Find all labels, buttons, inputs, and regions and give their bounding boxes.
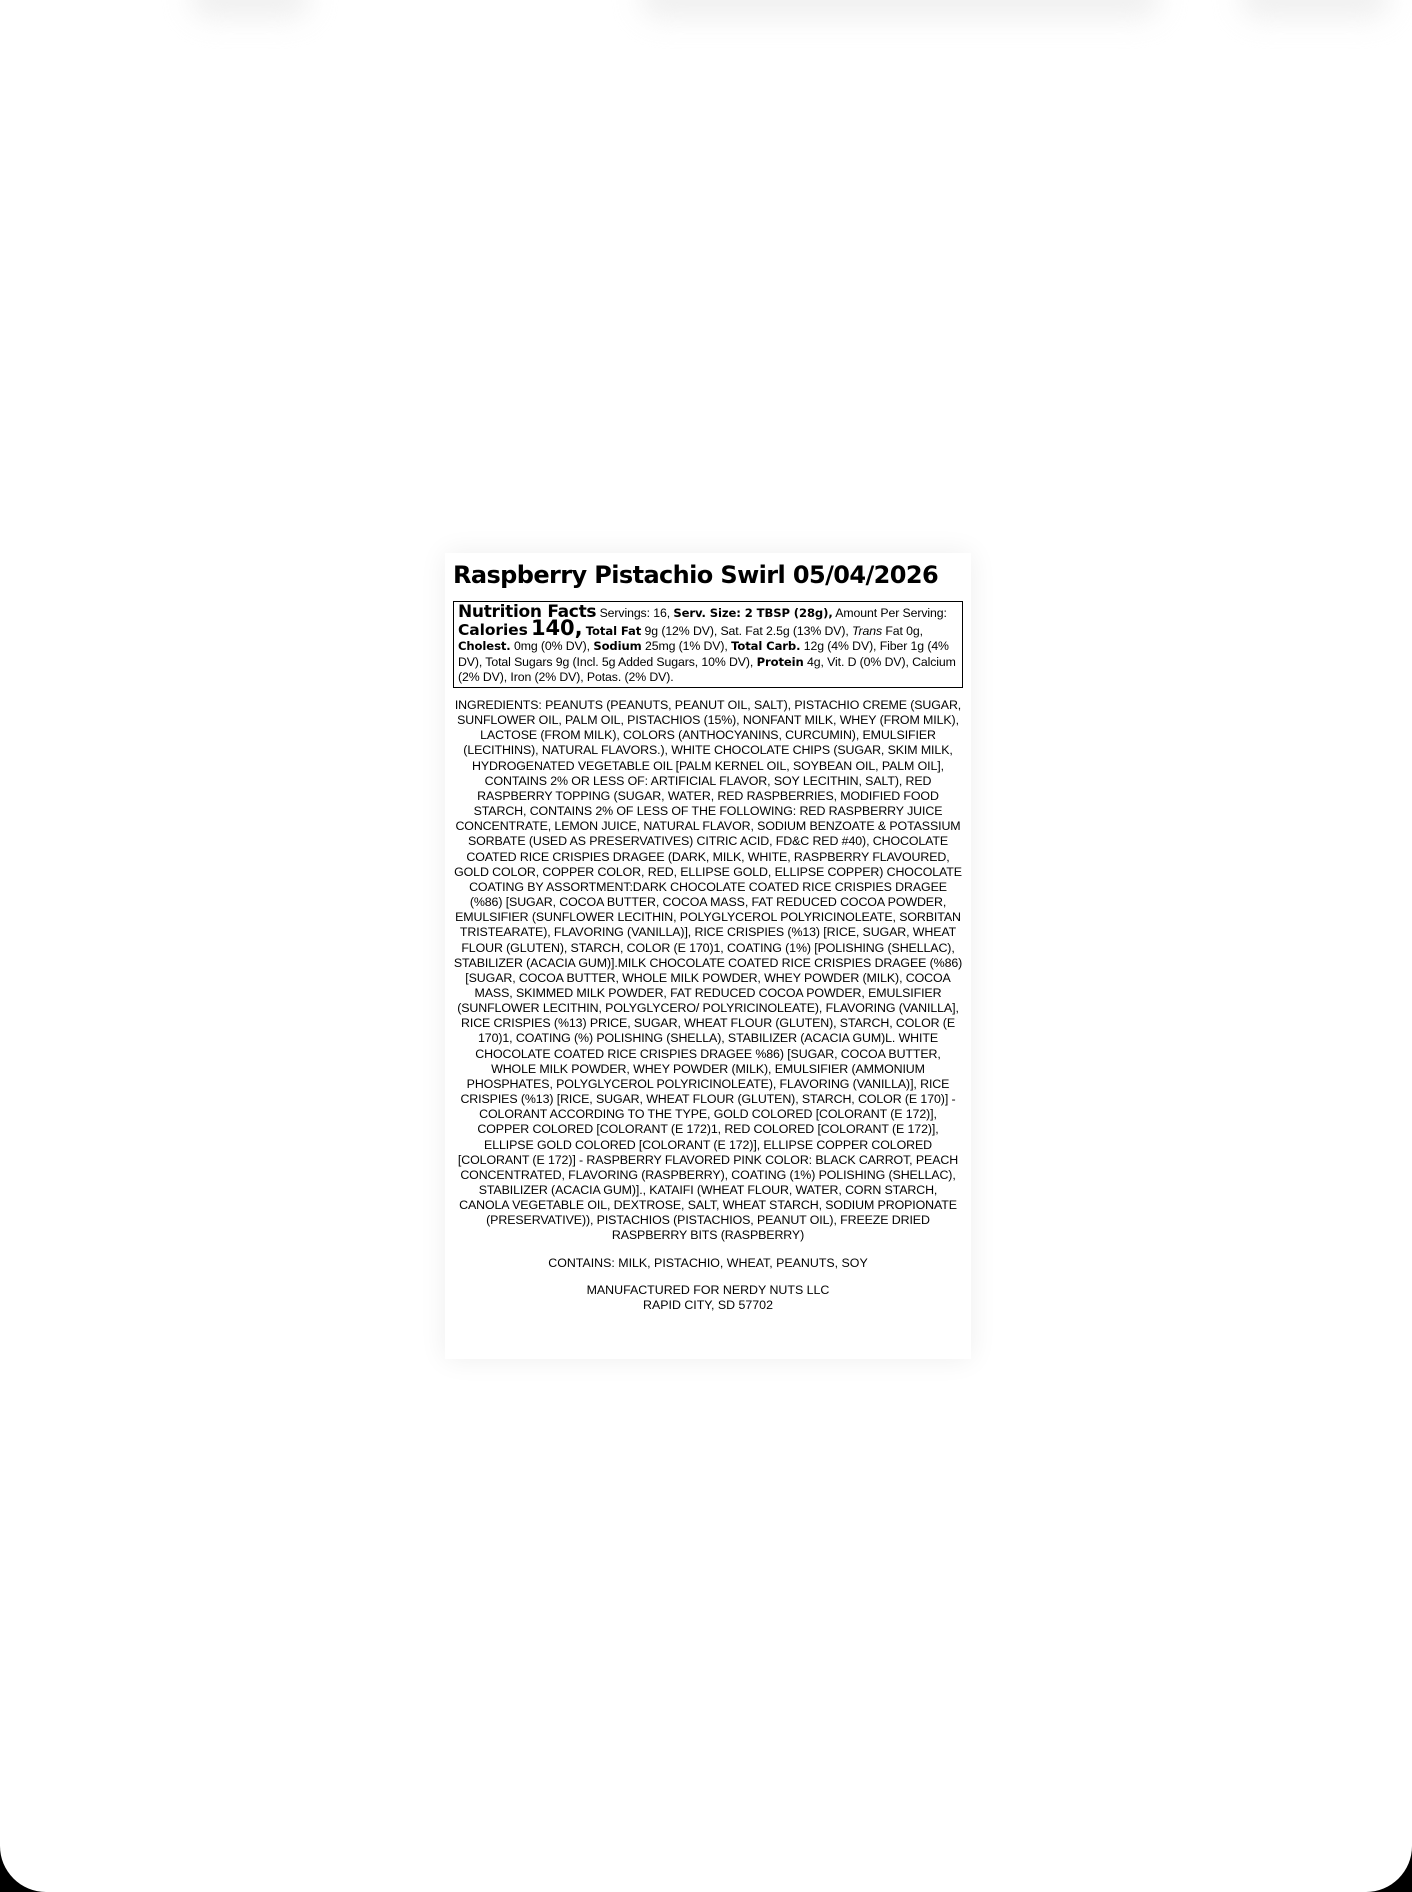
sodium-value: 25mg (1% DV), xyxy=(644,639,728,654)
calories-value: 140, xyxy=(531,616,583,641)
product-title: Raspberry Pistachio Swirl 05/04/2026 xyxy=(453,561,939,589)
blurred-top-element xyxy=(190,0,310,18)
product-label xyxy=(445,553,971,1359)
allergen-statement: CONTAINS: MILK, PISTACHIO, WHEAT, PEANUTS, SOY xyxy=(548,1255,868,1270)
manufacturer-block xyxy=(453,1283,963,1313)
trans-value: Fat 0g, xyxy=(885,624,923,639)
total-fat-value: 9g (12% DV), Sat. Fat 2.5g (13% DV), xyxy=(644,624,849,639)
amount-per-serving-text: Amount Per Serving: xyxy=(835,606,947,620)
nutrition-facts-panel xyxy=(453,601,963,688)
ingredients-text: INGREDIENTS: PEANUTS (PEANUTS, PEANUT OIL, SALT), PISTACHIO CREME (SUGAR, SUNFLOWER OIL, PALM OIL, PISTACHIOS (15%), NONFANT MILK, WHEY (FROM MILK), LACTOSE (FROM MILK), COLORS (ANTHOCYANINS, CURCUMIN), EMULSIFIER (LECITHINS), NATURAL FLAVORS.), WHITE CHOCOLATE CHIPS (SUGAR, SKIM MILK, HYDROGENATED VEGETABLE OIL [PALM KERNEL OIL, SOYBEAN OIL, PALM OIL], CONTAINS 2% OR LESS OF: ARTIFICIAL FLAVOR, SOY LECITHIN, SALT), RED RASPBERRY TOPPING (SUGAR, WATER, RED RASPBERRIES, MODIFIED FOOD STARCH, CONTAINS 2% OF LESS OF THE FOLLOWING: RED RASPBERRY JUICE CONCENTRATE, LEMON JUICE, NATURAL FLAVOR, SODIUM BENZOATE & POTASSIUM SORBATE (USED AS PRESERVATIVES) CITRIC ACID, FD&C RED #40), CHOCOLATE COATED RICE CRISPIES DRAGEE (DARK, MILK, WHITE, RASPBERRY FLAVOURED, GOLD COLOR, COPPER COLOR, RED, ELLIPSE GOLD, ELLIPSE COPPER) CHOCOLATE COATING BY ASSORTMENT:DARK CHOCOLATE COATED RICE CRISPIES DRAGEE (%86) [SUGAR, COCOA BUTTER, COCOA MASS, FAT REDUCED COCOA POWDER, EMULSIFIER (SUNFLOWER LECITHIN, POLYGLYCEROL POLYRICINOLEATE, SORBITAN TRISTEARATE), FLAVORING (VANILLA)], RICE CRISPIES (%13) [RICE, SUGAR, WHEAT FLOUR (GLUTEN), STARCH, COLOR (E 170)1, COATING (1%) [POLISHING (SHELLAC), STABILIZER (ACACIA GUM)].MILK CHOCOLATE COATED RICE CRISPIES DRAGEE (%86) [SUGAR, COCOA BUTTER, WHOLE MILK POWDER, WHEY POWDER (MILK), COCOA MASS, SKIMMED MILK POWDER, FAT REDUCED COCOA POWDER, EMULSIFIER (SUNFLOWER LECITHIN, POLYGLYCERO/ POLYRICINOLEATE), FLAVORING (VANILLA], RICE CRISPIES (%13) PRICE, SUGAR, WHEAT FLOUR (GLUTEN), STARCH, COLOR (E 170)1, COATING (%) POLISHING (SHELLA), STABILIZER (ACACIA GUM)L. WHITE CHOCOLATE COATED RICE CRISPIES DRAGEE %86) [SUGAR, COCOA BUTTER, WHOLE MILK POWDER, WHEY POWDER (MILK), EMULSIFIER (AMMONIUM PHOSPHATES, POLYGLYCEROL POLYRICINOLEATE), FLAVORING (VANILLA)], RICE CRISPIES (%13) [RICE, SUGAR, WHEAT FLOUR (GLUTEN), STARCH, COLOR (E 170)] - COLORANT ACCORDING TO THE TYPE, GOLD COLORED [COLORANT (E 172)], COPPER COLORED [COLORANT (E 172)1, RED COLORED [COLORANT (E 172)], ELLIPSE GOLD COLORED [COLORANT (E 172)], ELLIPSE COPPER COLORED [COLORANT (E 172)] - RASPBERRY FLAVORED PINK COLOR: BLACK CARROT, PEACH CONCENTRATED, FLAVORING (RASPBERRY), COATING (1%) POLISHING (SHELLAC), STABILIZER (ACACIA GUM)]., KATAIFI (WHEAT FLOUR, WATER, CORN STARCH, CANOLA VEGETABLE OIL, DEXTROSE, SALT, WHEAT STARCH, SODIUM PROPIONATE (PRESERVATIVE)), PISTACHIOS (PISTACHIOS, PEANUT OIL), FREEZE DRIED RASPBERRY BITS (RASPBERRY) xyxy=(453,698,963,1243)
manufacturer-address: RAPID CITY, SD 57702 xyxy=(643,1297,773,1312)
protein-label: Protein xyxy=(756,654,804,669)
trans-label: Trans xyxy=(852,624,883,639)
protein-value: 4g, Vit. D (0% DV), Calcium (2% DV), Iron (2% DV), Potas. (2% DV). xyxy=(458,654,956,684)
cholesterol-label: Cholest. xyxy=(458,639,511,654)
cholesterol-value: 0mg (0% DV), xyxy=(513,639,590,654)
blurred-top-element xyxy=(640,0,1160,18)
nutrition-facts-heading: Nutrition Facts xyxy=(458,602,597,622)
total-fat-label: Total Fat xyxy=(585,624,642,639)
total-carb-value: 12g (4% DV), Fiber 1g (4% DV), Total Sugars 9g (Incl. 5g Added Sugars, 10% DV), xyxy=(458,639,949,669)
blurred-top-element xyxy=(1240,0,1390,18)
total-carb-label: Total Carb. xyxy=(731,639,801,654)
serving-size-text: Serv. Size: 2 TBSP (28g), xyxy=(673,606,833,620)
calories-label: Calories xyxy=(458,621,528,640)
servings-text: Servings: 16, xyxy=(599,606,671,620)
sodium-label: Sodium xyxy=(593,639,642,654)
manufacturer-name: MANUFACTURED FOR NERDY NUTS LLC xyxy=(586,1282,830,1297)
